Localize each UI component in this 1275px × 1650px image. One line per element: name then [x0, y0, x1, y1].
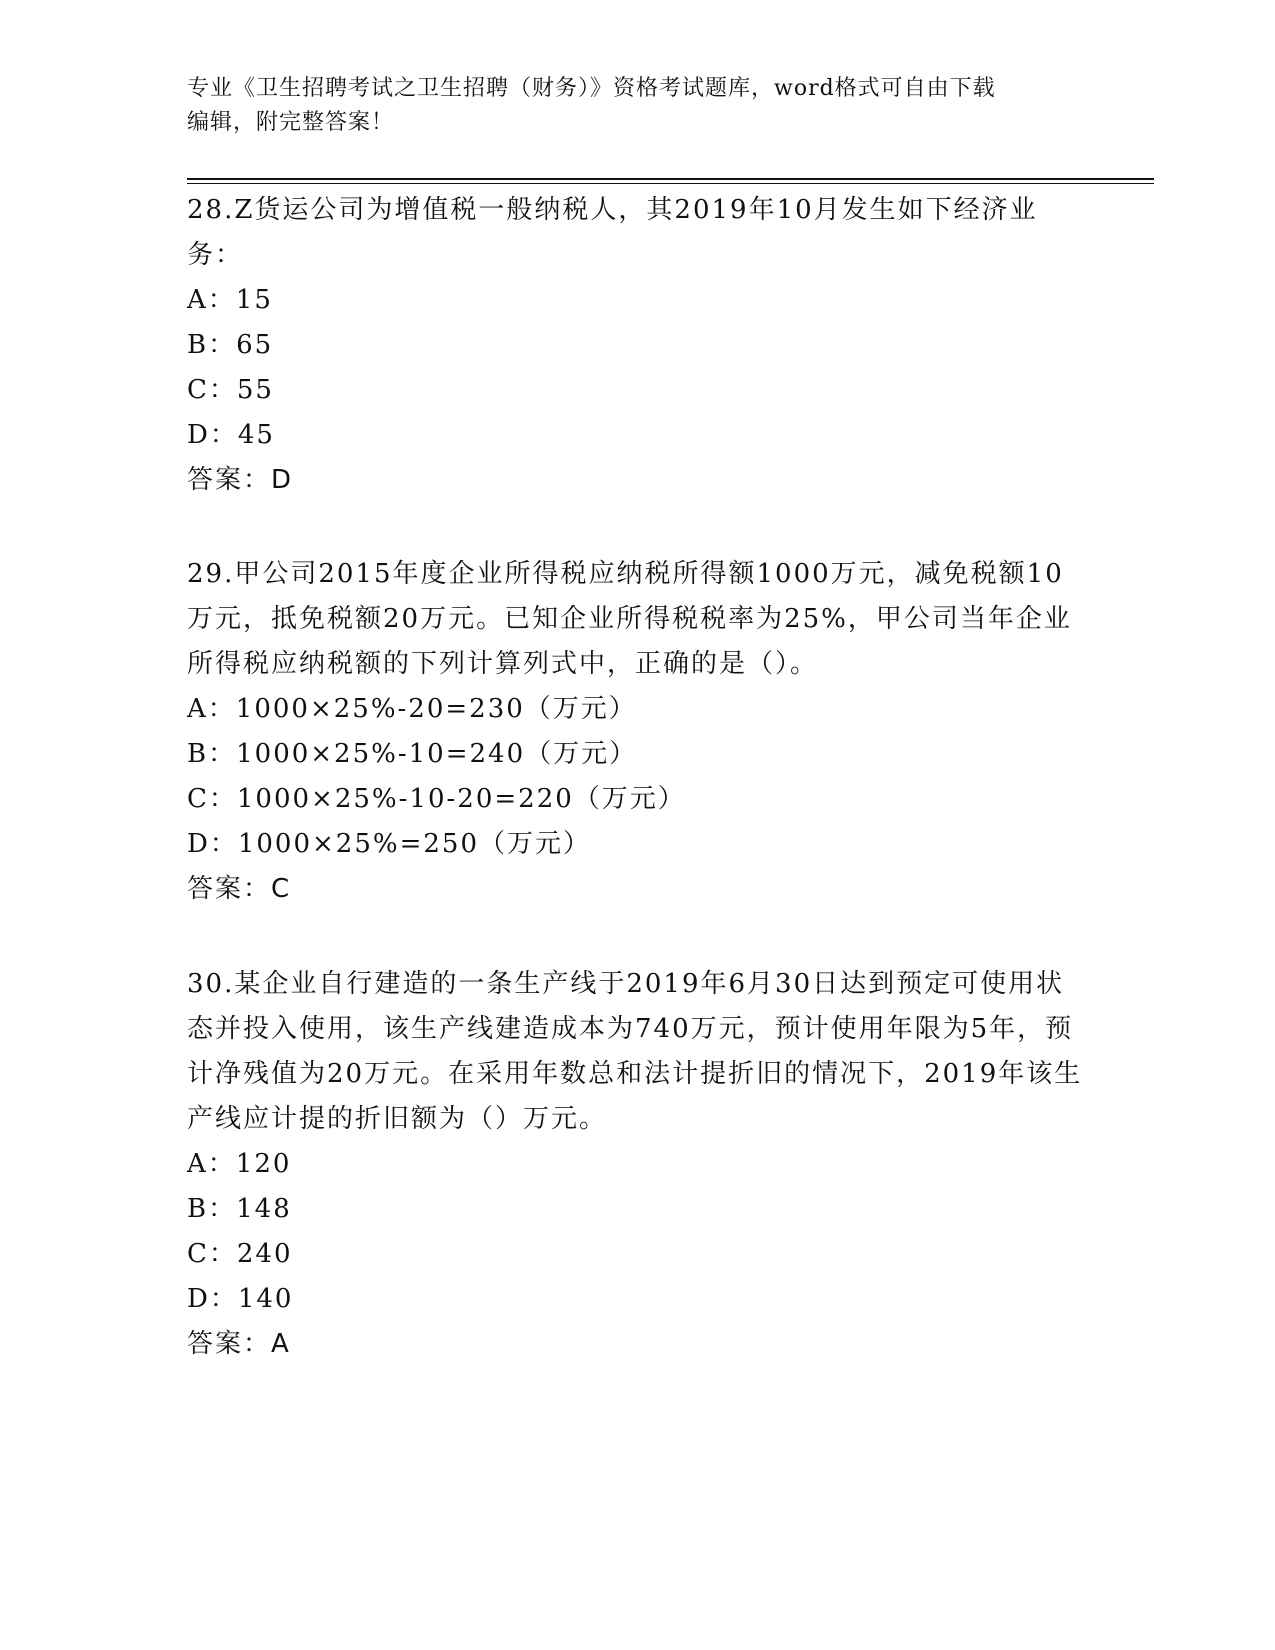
option-c: C：1000×25%-10-20=220（万元） — [187, 784, 686, 814]
question-stem: 28.Z货运公司为增值税一般纳税人，其2019年10月发生如下经济业务： — [187, 195, 1038, 270]
option-c: C：55 — [187, 375, 274, 405]
header-divider-thin — [187, 183, 1154, 184]
question-stem: 29.甲公司2015年度企业所得税应纳税所得额1000万元，减免税额10万元，抵免税额20万元。已知企业所得税税率为25%，甲公司当年企业所得税应纳税额的下列计算列式中，正确的是（）。 — [187, 559, 1072, 679]
option-b: B：1000×25%-10=240（万元） — [187, 739, 638, 769]
option-b: B：65 — [187, 330, 274, 360]
option-a: A：1000×25%-20=230（万元） — [187, 694, 637, 724]
header-line-1: 专业《卫生招聘考试之卫生招聘（财务）》资格考试题库，word格式可自由下载 — [187, 76, 996, 101]
answer: 答案：A — [187, 1329, 291, 1359]
option-d: D：140 — [187, 1284, 294, 1314]
option-a: A：120 — [187, 1149, 292, 1179]
option-a: A：15 — [187, 285, 273, 315]
option-d: D：1000×25%=250（万元） — [187, 829, 591, 859]
question-28 — [187, 188, 1087, 503]
option-b: B：148 — [187, 1194, 292, 1224]
header-line-2: 编辑，附完整答案！ — [187, 110, 395, 135]
answer: 答案：C — [187, 874, 292, 904]
question-30 — [187, 962, 1087, 1367]
option-d: D：45 — [187, 420, 275, 450]
option-c: C：240 — [187, 1239, 293, 1269]
question-29 — [187, 552, 1087, 912]
answer: 答案：D — [187, 465, 294, 495]
document-header — [187, 72, 1067, 140]
header-divider-thick — [187, 178, 1154, 180]
question-stem: 30.某企业自行建造的一条生产线于2019年6月30日达到预定可使用状态并投入使用，该生产线建造成本为740万元，预计使用年限为5年，预计净残值为20万元。在采用年数总和法计提折旧的情况下，2019年该生产线应计提的折旧额为（）万元。 — [187, 969, 1083, 1134]
